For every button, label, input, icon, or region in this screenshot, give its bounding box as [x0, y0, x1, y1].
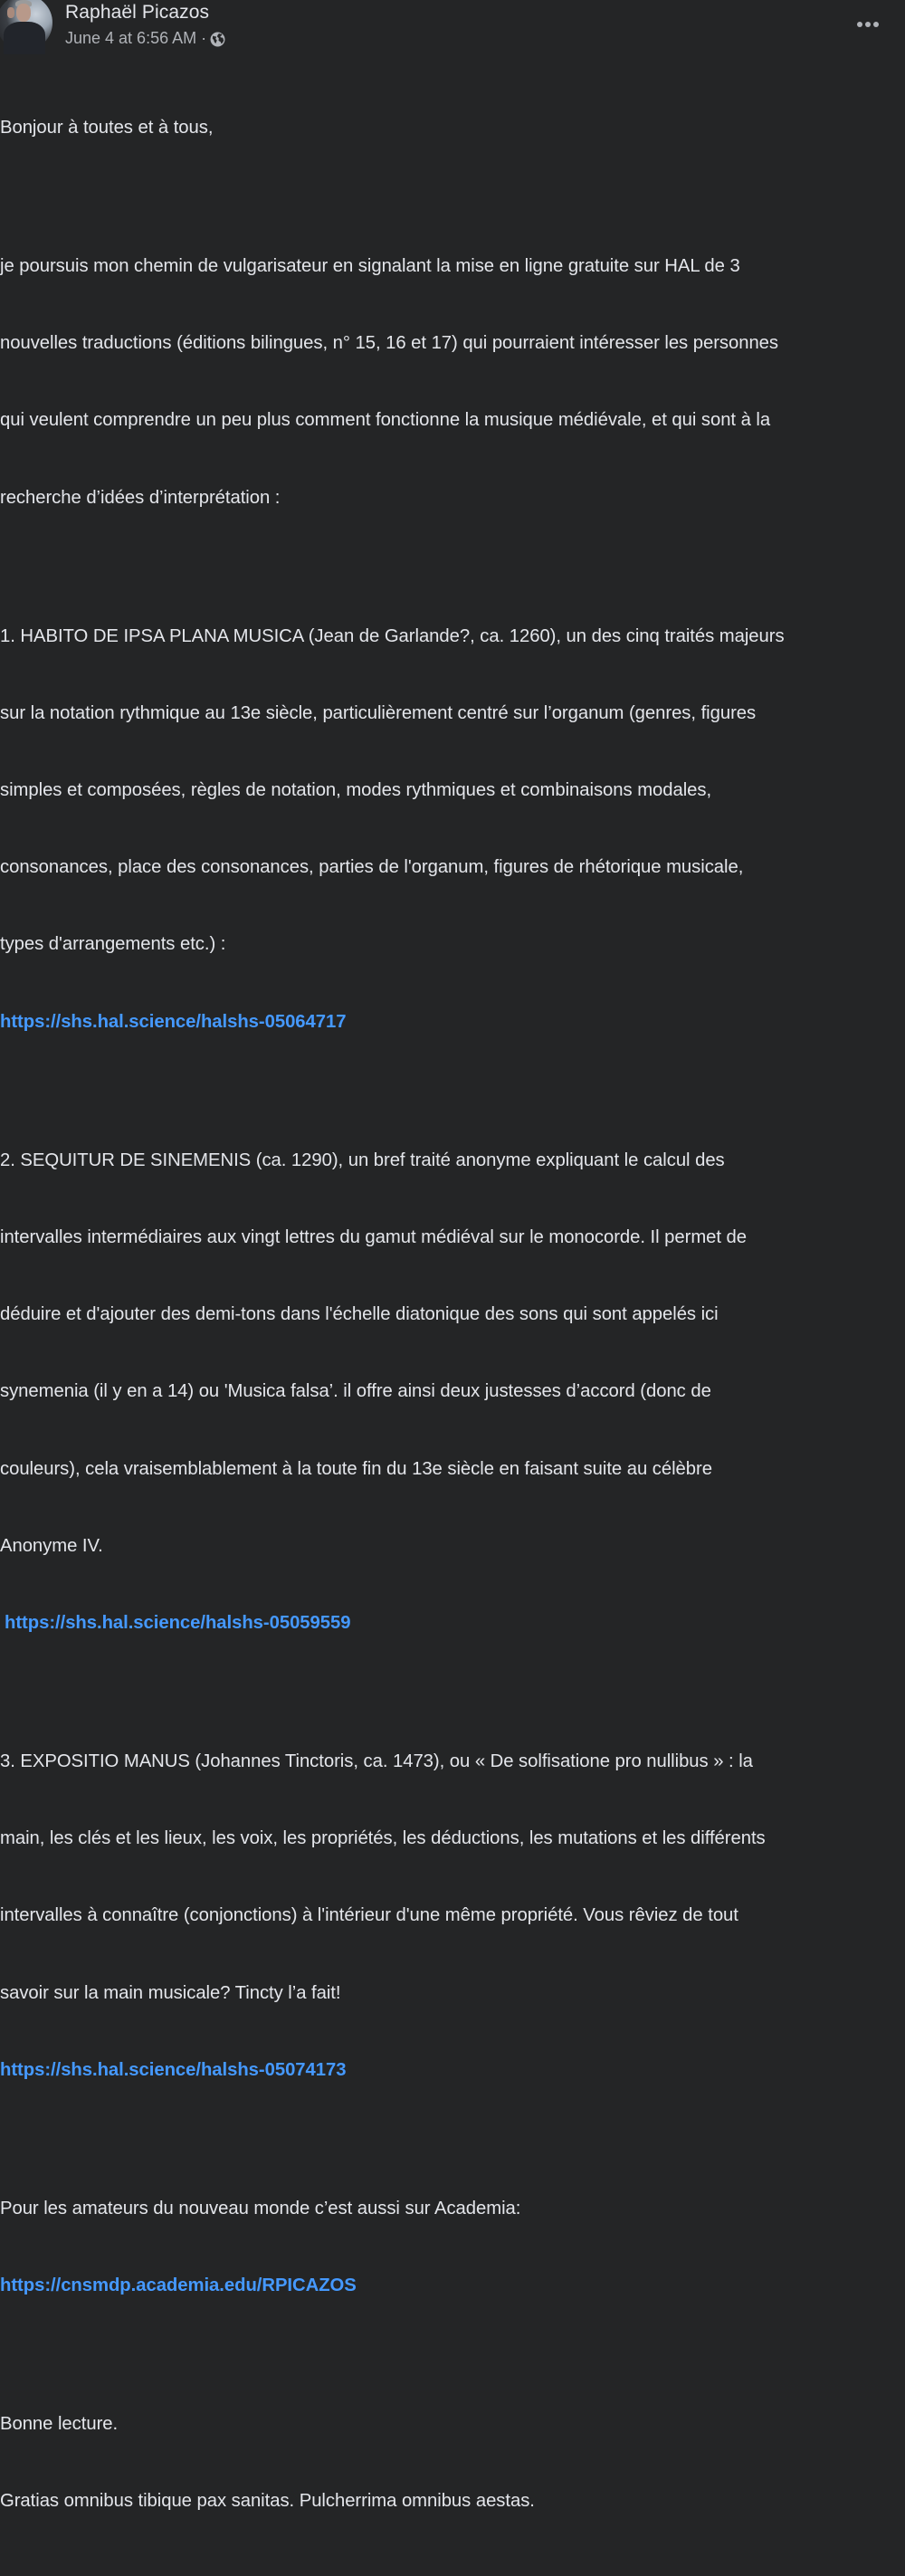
more-dot-icon	[873, 22, 879, 27]
avatar-hand	[7, 7, 14, 18]
text-line: recherche d’idées d’interprétation :	[0, 487, 281, 508]
more-dot-icon	[865, 22, 871, 27]
text-line: sur la notation rythmique au 13e siècle, particulièrement centré sur l’organum (genres, figures	[0, 702, 757, 723]
text-line: synemenia (il y en a 14) ou 'Musica falsa’. il offre ainsi deux justesses d’accord (donc de	[0, 1381, 711, 1402]
text-line: types d'arrangements etc.) :	[0, 934, 226, 955]
intro-paragraph	[0, 202, 903, 562]
text-line: qui veulent comprendre un peu plus comment fonctionne la musique médiévale, et qui sont à la	[0, 410, 771, 431]
text-line: savoir sur la main musicale? Tincty l’a fait!	[0, 1982, 341, 2003]
hal-link-3[interactable]: https://shs.hal.science/halshs-05074173	[0, 2059, 347, 2080]
text-line: main, les clés et les lieux, les voix, les propriétés, les déductions, les mutations et les différents	[0, 1828, 766, 1849]
author-name[interactable]: Raphaël Picazos	[65, 2, 210, 23]
text-line: 2. SEQUITUR DE SINEMENIS (ca. 1290), un bref traité anonyme expliquant le calcul des	[0, 1150, 725, 1170]
avatar-face	[16, 4, 31, 22]
text-line: Bonne lecture.	[0, 2414, 119, 2435]
post-body	[0, 63, 903, 2576]
text-line: nouvelles traductions (éditions bilingues, n° 15, 16 et 17) qui pourraient intéresser les personnes	[0, 333, 778, 354]
text-line: 3. EXPOSITIO MANUS (Johannes Tinctoris, ca. 1473), ou « De solfisatione pro nullibus » : la	[0, 1751, 753, 1771]
avatar-figure	[4, 22, 45, 54]
item-1	[0, 572, 903, 1086]
text-line: intervalles à connaître (conjonctions) à l'intérieur d'une même propriété. Vous rêviez de tout	[0, 1905, 738, 1926]
hal-link-1[interactable]: https://shs.hal.science/halshs-05064717	[0, 1011, 347, 1032]
academia-paragraph	[0, 2144, 903, 2350]
text-line: Gratias omnibus tibique pax sanitas. Pulcherrima omnibus aestas.	[0, 2491, 535, 2512]
text-line: simples et composées, règles de notation, modes rythmiques et combinaisons modales,	[0, 779, 712, 800]
greeting	[0, 63, 903, 192]
text-line: 1. HABITO DE IPSA PLANA MUSICA (Jean de Garlande?, ca. 1260), un des cinq traités majeurs	[0, 625, 785, 646]
item-2	[0, 1096, 903, 1687]
more-dot-icon	[857, 22, 862, 27]
closing-paragraph	[0, 2360, 903, 2565]
avatar[interactable]	[0, 0, 52, 51]
globe-icon[interactable]	[210, 32, 225, 47]
hal-link-2[interactable]: https://shs.hal.science/halshs-05059559	[5, 1612, 351, 1633]
meta-separator: ·	[201, 29, 207, 47]
text-line: consonances, place des consonances, parties de l'organum, figures de rhétorique musicale,	[0, 857, 744, 878]
text-line: intervalles intermédiaires aux vingt lettres du gamut médiéval sur le monocorde. Il permet de	[0, 1226, 748, 1247]
text-line: Pour les amateurs du nouveau monde c’est aussi sur Academia:	[0, 2198, 521, 2218]
post-header	[0, 0, 905, 56]
post-timestamp[interactable]: June 4 at 6:56 AM	[65, 29, 197, 47]
text-line: Anonyme IV.	[0, 1535, 103, 1556]
text-line: je poursuis mon chemin de vulgarisateur en signalant la mise en ligne gratuite sur HAL de 3	[0, 255, 740, 276]
more-options-button[interactable]	[851, 13, 885, 36]
text-line: Bonjour à toutes et à tous,	[0, 117, 214, 138]
post-meta	[65, 29, 225, 48]
academia-link[interactable]: https://cnsmdp.academia.edu/RPICAZOS	[0, 2275, 357, 2296]
text-line: couleurs), cela vraisemblablement à la toute fin du 13e siècle en faisant suite au célèbre	[0, 1458, 712, 1479]
text-line: déduire et d'ajouter des demi-tons dans l'échelle diatonique des sons qui sont appelés ici	[0, 1304, 719, 1325]
item-3	[0, 1697, 903, 2134]
